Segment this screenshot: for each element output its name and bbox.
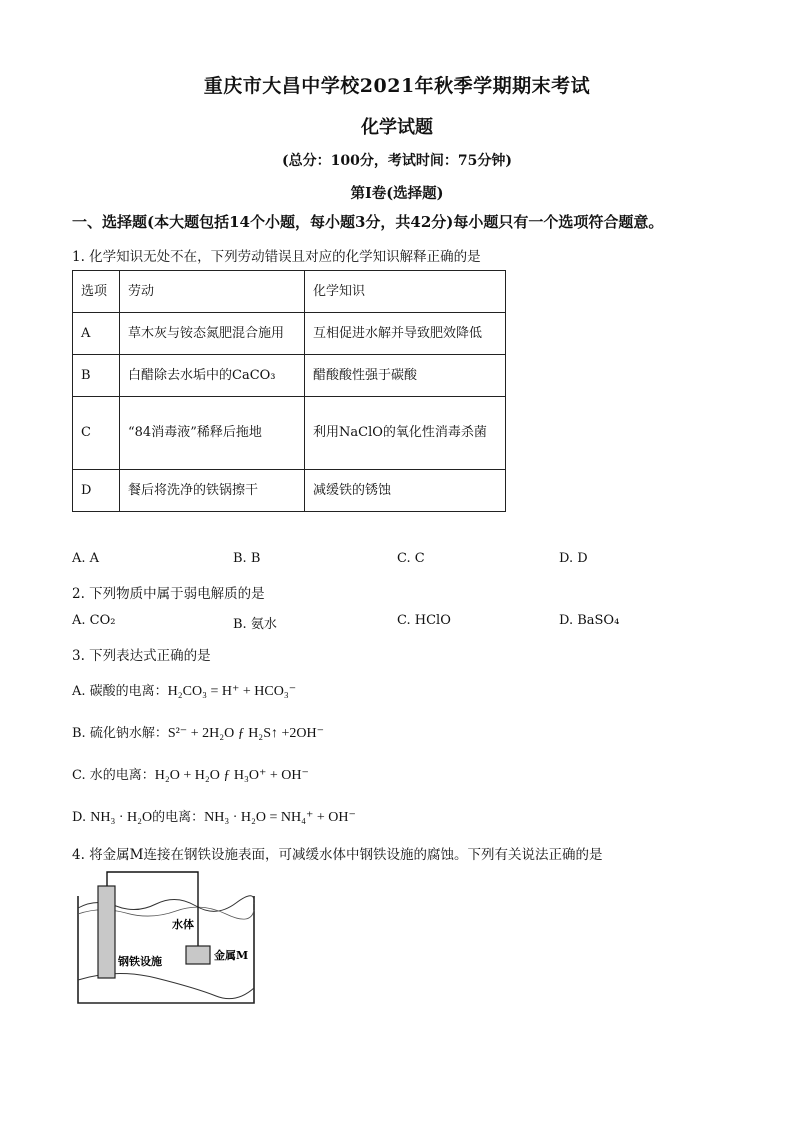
question-2-choice-d[interactable]: D. BaSO₄: [559, 613, 620, 628]
steel-label: 钢铁设施: [118, 955, 162, 968]
water-label: 水体: [172, 918, 194, 931]
choice-c-equation: H₂O + H₂O ƒ H₃O⁺ + OH⁻: [154, 768, 309, 783]
table-cell: C: [73, 397, 120, 470]
table-cell: 餐后将洗净的铁锅擦干: [120, 470, 305, 512]
table-cell: 草木灰与铵态氮肥混合施用: [120, 313, 305, 355]
question-4-stem: 4. 将金属M连接在钢铁设施表面，可减缓水体中钢铁设施的腐蚀。下列有关说法正确的是: [72, 847, 603, 863]
choice-d-prefix: D.: [72, 810, 91, 825]
volume-heading: 第I卷(选择题): [350, 185, 444, 202]
table-cell: A: [73, 313, 120, 355]
metal-m-block: [186, 946, 210, 964]
question-3-choice-b[interactable]: [72, 722, 324, 742]
table-row: [73, 313, 506, 355]
table-header-row: [73, 271, 506, 313]
question-3-choice-a[interactable]: [72, 680, 296, 700]
question-2-choice-a[interactable]: A. CO₂: [72, 613, 116, 628]
section-heading: 一、选择题(本大题包括14个小题，每小题3分，共42分)每小题只有一个选项符合题意。: [72, 213, 664, 231]
choice-c-label: C. 水的电离：: [72, 768, 155, 783]
connecting-wire: [107, 872, 198, 946]
table-header-cell: 化学知识: [305, 271, 506, 313]
table-cell: 白醋除去水垢中的CaCO₃: [120, 355, 305, 397]
question-2-choice-b[interactable]: B. 氨水: [233, 617, 277, 632]
steel-facility: [98, 886, 115, 978]
choice-d-species: NH₃ · H₂O: [90, 810, 153, 825]
question-2-choice-c[interactable]: C. HClO: [397, 613, 451, 628]
question-1-choice-b[interactable]: B. B: [233, 551, 261, 566]
table-header-cell: 劳动: [120, 271, 305, 313]
question-4-figure: [76, 868, 266, 1008]
question-3-stem: 3. 下列表达式正确的是: [72, 648, 211, 664]
question-3-choice-c[interactable]: [72, 764, 309, 784]
table-row: [73, 355, 506, 397]
table-cell: 减缓铁的锈蚀: [305, 470, 506, 512]
choice-b-equation: S²⁻ + 2H₂O ƒ H₂S↑ +2OH⁻: [167, 726, 324, 741]
choice-a-label: A. 碳酸的电离：: [72, 684, 168, 699]
table-cell: “84消毒液”稀释后拖地: [120, 397, 305, 470]
table-cell: 互相促进水解并导致肥效降低: [305, 313, 506, 355]
choice-a-equation: H₂CO₃ = H⁺ + HCO₃⁻: [167, 684, 297, 699]
question-1-stem: 1. 化学知识无处不在，下列劳动错误且对应的化学知识解释正确的是: [72, 249, 481, 265]
table-header-cell: 选项: [73, 271, 120, 313]
table-cell: 利用NaClO的氧化性消毒杀菌: [305, 397, 506, 470]
choice-d-equation: NH₃ · H₂O = NH₄⁺ + OH⁻: [204, 810, 356, 825]
choice-b-label: B. 硫化钠水解：: [72, 726, 168, 741]
exam-meta: (总分：100分，考试时间：75分钟): [282, 153, 512, 169]
question-1-choice-c[interactable]: C. C: [397, 551, 425, 566]
exam-title: 重庆市大昌中学校2021年秋季学期期末考试: [203, 75, 591, 97]
table-row: [73, 470, 506, 512]
table-cell: B: [73, 355, 120, 397]
question-1-choice-d[interactable]: D. D: [559, 551, 588, 566]
choice-d-label: 的电离：: [152, 810, 205, 825]
table-cell: D: [73, 470, 120, 512]
table-row: [73, 397, 506, 470]
question-1-table: [72, 270, 506, 512]
exam-subtitle: 化学试题: [361, 117, 433, 138]
question-1-choice-a[interactable]: A. A: [72, 551, 100, 566]
metal-label: 金属M: [214, 949, 249, 962]
question-3-choice-d[interactable]: [72, 806, 356, 826]
table-cell: 醋酸酸性强于碳酸: [305, 355, 506, 397]
question-2-stem: 2. 下列物质中属于弱电解质的是: [72, 586, 265, 602]
